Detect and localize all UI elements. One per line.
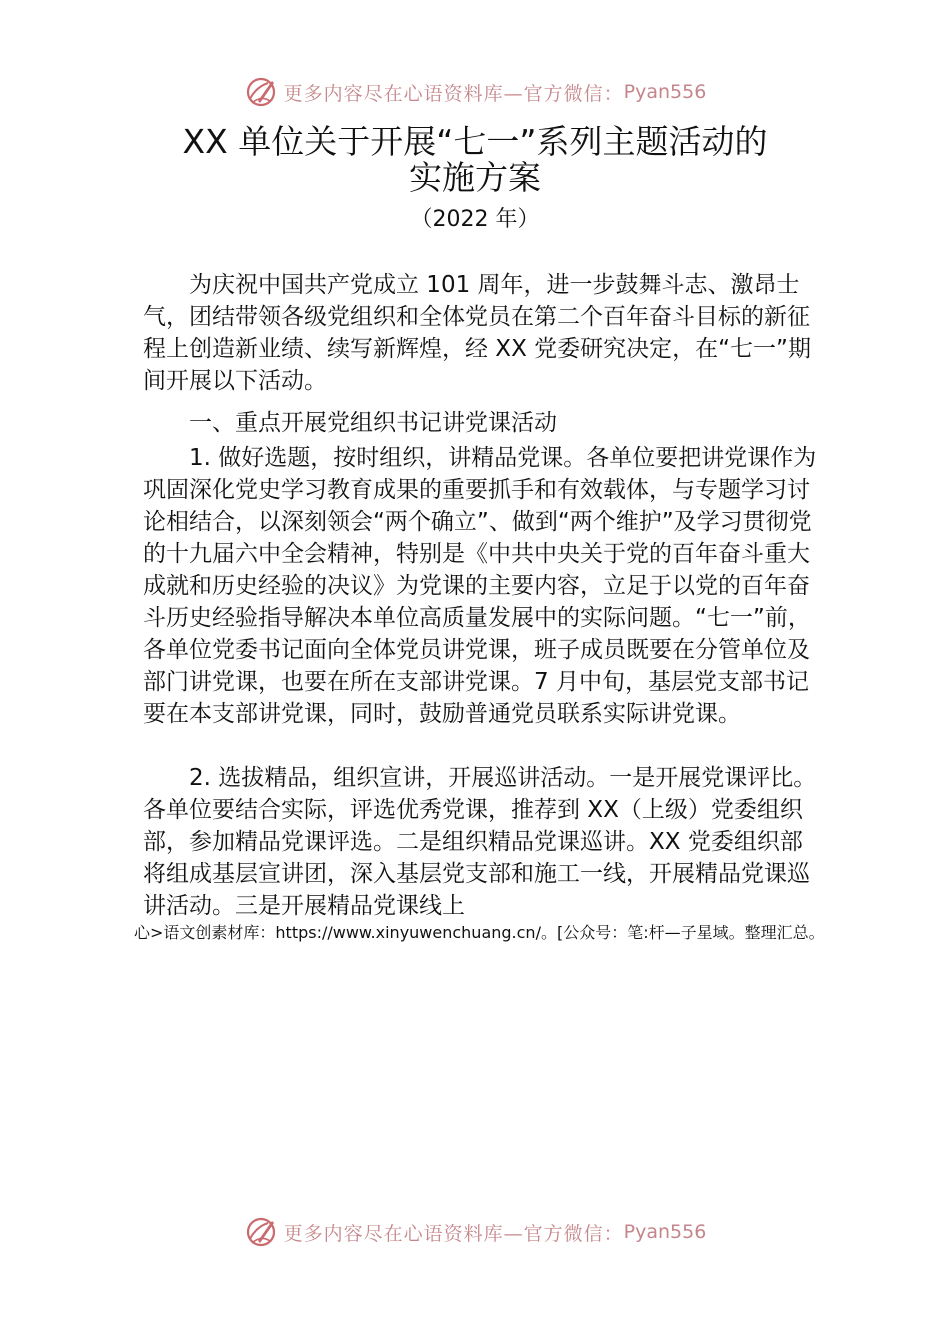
watermark-id: Pyan556	[623, 81, 707, 103]
intro-paragraph	[143, 269, 819, 397]
watermark-top	[0, 72, 950, 112]
item-2-text: 2. 选拔精品，组织宣讲，开展巡讲活动。一是开展党课评比。各单位要结合实际，评选优秀党课，推荐到 XX（上级）党委组织部，参加精品党课评选。二是组织精品党课巡讲。XX 党委组织部将组成基层宣讲团，深入基层党支部和施工一线，开展精品党课巡讲活动。三是开展精品党课线上	[143, 765, 817, 919]
document-title	[0, 124, 950, 196]
title-line-2: 实施方案	[409, 158, 541, 197]
item-1-text: 1. 做好选题，按时组织，讲精品党课。各单位要把讲党课作为巩固深化党史学习教育成果的重要抓手和有效载体，与专题学习讨论相结合，以深刻领会“两个确立”、做到“两个维护”及学习贯彻党的十九届六中全会精神，特别是《中共中央关于党的百年奋斗重大成就和历史经验的决议》为党课的主要内容，立足于以党的百年奋斗历史经验指导解决本单位高质量发展中的实际问题。“七一”前，各单位党委书记面向全体党员讲党课，班子成员既要在分管单位及部门讲党课，也要在所在支部讲党课。7 月中旬，基层党支部书记要在本支部讲党课，同时，鼓励普通党员联系实际讲党课。	[143, 445, 817, 727]
intro-text: 为庆祝中国共产党成立 101 周年，进一步鼓舞斗志、激昂士气，团结带领各级党组织和全体党员在第二个百年奋斗目标的新征程上创造新业绩、续写新辉煌，经 XX 党委研究决定，在“七一”期间开展以下活动。	[143, 272, 811, 394]
title-line-1: XX 单位关于开展“七一”系列主题活动的	[182, 122, 768, 161]
item-1-paragraph	[143, 442, 819, 730]
section-heading-text: 一、重点开展党组织书记讲党课活动	[189, 410, 557, 436]
watermark-bottom	[0, 1212, 950, 1252]
document-subtitle: （2022 年）	[410, 207, 540, 232]
watermark-text: 更多内容尽在心语资料库—官方微信：	[283, 82, 624, 105]
pen-logo-icon	[244, 75, 278, 109]
watermark-id: Pyan556	[623, 1221, 707, 1243]
section-heading	[143, 407, 819, 439]
watermark-text: 更多内容尽在心语资料库—官方微信：	[283, 1222, 624, 1245]
item-2-paragraph	[143, 762, 819, 922]
source-note: 心>语文创素材库：https://www.xinyuwenchuang.cn/。[公众号：笔:杆—子星域。整理汇总。	[134, 923, 825, 942]
pen-logo-icon	[244, 1215, 278, 1249]
